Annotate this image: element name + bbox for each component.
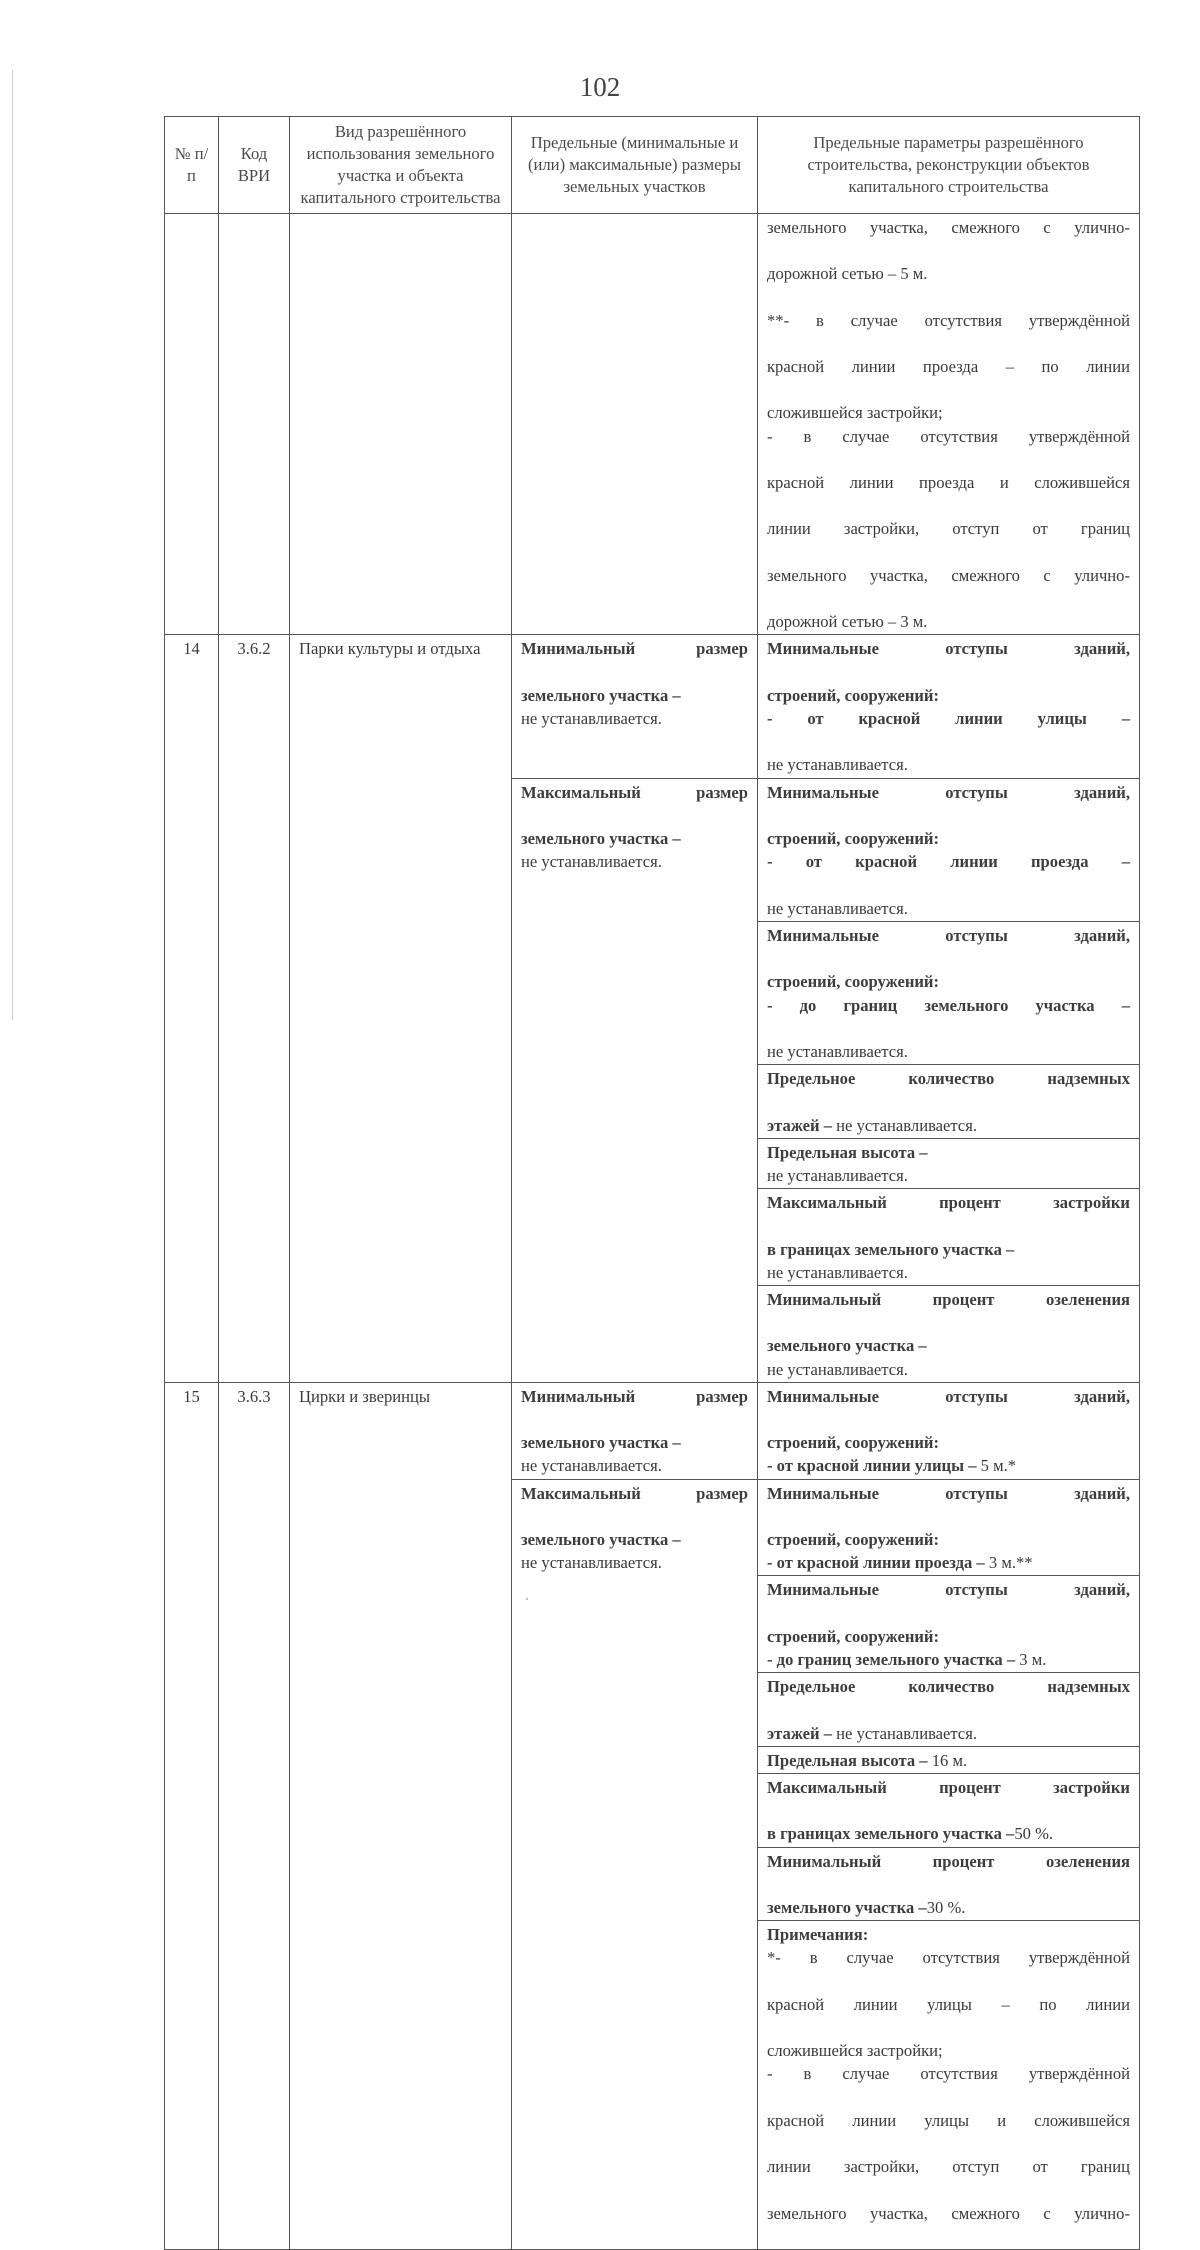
row-use: Парки культуры и отдыха [299,639,481,659]
text-bold: земельного участка – [521,1433,681,1453]
text-bold: - от красной линии улицы – [767,1456,977,1476]
text-line: красной линии улицы и сложившейся [767,2110,1130,2130]
param-cell [758,1138,1140,1188]
text-bold: в границах земельного участка – [767,1824,1015,1844]
text-bold: Максимальный процент застройки [767,1193,1130,1213]
text-bold: - до границ земельного участка – [767,1649,1016,1669]
min-plot-size-cell [512,635,758,778]
param-cell [758,1189,1140,1286]
text-bold: Минимальные отступы зданий, [767,925,1130,945]
param-cell [758,1479,1140,1576]
param-cell [758,778,1140,921]
text-bold: - от красной линии проезда – [767,1553,985,1573]
table-header-row [165,117,1140,214]
value-text: 5 м.* [976,1456,1017,1476]
text-line: не устанавливается. [521,709,662,729]
text-bold: строений, сооружений: [767,972,940,992]
text-bold: Минимальные отступы зданий, [767,639,1130,659]
row-use-cell [290,635,512,1382]
text-bold: Предельная высота – [767,1750,928,1770]
header-construction-params: Предельные параметры разрешённого строительства, реконструкции объектов капитального строительства [758,117,1140,214]
text-bold: земельного участка – [767,1336,927,1356]
scan-edge-line [12,70,13,1020]
param-cell [758,635,1140,778]
text-line: не устанавливается. [767,1262,908,1282]
text-bold: строений, сооружений: [767,1626,940,1646]
param-cell [758,1847,1140,1921]
header-num: № п/п [165,117,219,214]
text-bold: - от красной линии улицы – [767,709,1130,729]
max-plot-size-cell [512,1479,758,2250]
text-line: не устанавливается. [767,1359,908,1379]
text-line: земельного участка, смежного с улично- [767,565,1130,585]
text-bold: строений, сооружений: [767,1529,940,1549]
table-row-15 [165,1382,1140,1479]
text-bold: Минимальные отступы зданий, [767,1580,1130,1600]
param-cell [758,1285,1140,1382]
text-line: не устанавливается. [767,1041,908,1061]
value-text: 3 м. [1015,1649,1047,1669]
param-cell [758,1382,1140,1479]
text-bold: - от красной линии проезда – [767,852,1130,872]
text-bold: Минимальный процент озеленения [767,1851,1130,1871]
text-line: земельного участка, смежного с улично- [767,2203,1130,2223]
text-line: - в случае отсутствия утверждённой [767,426,1130,446]
text-line: не устанавливается. [836,1723,978,1743]
value-text: 16 м. [927,1750,968,1770]
text-bold: земельного участка – [521,1529,681,1549]
text-bold: Минимальные отступы зданий, [767,782,1130,802]
text-line: не устанавливается. [767,755,908,775]
table-row-continuation [165,214,1140,635]
text-bold: Предельное количество надземных [767,1069,1130,1089]
text-bold: Предельная высота – [767,1142,928,1162]
param-cell [758,1673,1140,1747]
max-plot-size-cell [512,778,758,1382]
text-line: красной линии проезда – по линии [767,357,1130,377]
text-bold: Максимальный размер [521,782,748,802]
text-line: не устанавливается. [767,1165,908,1185]
text-bold: в границах земельного участка – [767,1239,1015,1259]
zoning-parameters-table [164,116,1140,2250]
table-row-14 [165,635,1140,778]
text-line: не устанавливается. [521,1456,662,1476]
text-line: - в случае отсутствия утверждённой [767,2064,1130,2084]
param-cell [758,1774,1140,1848]
value-text: 50 %. [1014,1824,1054,1844]
text-bold: земельного участка – [521,685,681,705]
text-bold: Минимальный процент озеленения [767,1289,1130,1309]
text-bold: Минимальный размер [521,1386,748,1406]
header-code: Код ВРИ [219,117,290,214]
text-line: линии застройки, отступ от границ [767,519,1130,539]
text-line: не устанавливается. [836,1115,978,1135]
row-use: Цирки и зверинцы [290,1382,512,2249]
text-line: линии застройки, отступ от границ [767,2157,1130,2177]
text-bold: этажей – [767,1115,833,1135]
text-line: не устанавливается. [767,898,908,918]
row-code: 3.6.3 [219,1382,290,2249]
notes-cell [758,1921,1140,2250]
row-number: 15 [165,1382,219,2249]
value-text: 30 %. [926,1898,966,1918]
text-line: *- в случае отсутствия утверждённой [767,1948,1130,1968]
param-cell [758,1746,1140,1773]
text-line: дорожной сетью – 3 м. [767,612,928,632]
text-line: не устанавливается. [521,1553,662,1573]
text-bold: Минимальные отступы зданий, [767,1386,1130,1406]
text-bold: Минимальные отступы зданий, [767,1483,1130,1503]
param-cell [758,1065,1140,1139]
text-bold: этажей – [767,1723,833,1743]
text-line: сложившейся застройки; [767,403,943,423]
text-bold: Максимальный размер [521,1483,748,1503]
text-bold: Максимальный процент застройки [767,1778,1130,1797]
continuation-cell [758,214,1140,635]
param-cell [758,921,1140,1064]
page-number: 102 [579,72,621,102]
header-plot-size: Предельные (минимальные и (или) максимальные) размеры земельных участков [512,117,758,214]
header-permitted-use: Вид разрешённого использования земельного участка и объекта капитального строительства [290,117,512,214]
text-line: не устанавливается. [521,852,662,872]
text-bold: - до границ земельного участка – [767,995,1130,1015]
text-line: красной линии улицы – по линии [767,1994,1130,2014]
text-bold: строений, сооружений: [767,829,940,849]
min-plot-size-cell [512,1382,758,1479]
text-bold: строений, сооружений: [767,685,940,705]
text-bold: Предельное количество надземных [767,1677,1130,1697]
text-bold: Минимальный размер [521,639,748,659]
text-line: дорожной сетью – 5 м. [767,264,928,284]
row-number: 14 [165,635,219,1382]
text-line: красной линии проезда и сложившейся [767,473,1130,493]
text-line: **- в случае отсутствия утверждённой [767,310,1130,330]
row-code: 3.6.2 [219,635,290,1382]
text-bold: земельного участка – [767,1898,927,1918]
text-bold: строений, сооружений: [767,1433,940,1453]
param-cell [758,1576,1140,1673]
notes-title: Примечания: [767,1925,869,1945]
text-bold: земельного участка – [521,829,681,849]
text-line: земельного участка, смежного с улично- [767,218,1130,237]
text-line: сложившейся застройки; [767,2041,943,2061]
value-text: 3 м.** [984,1553,1033,1573]
